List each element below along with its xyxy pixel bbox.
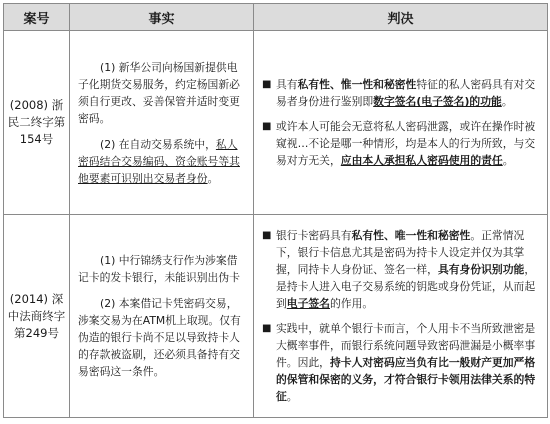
case-no-cell bbox=[4, 31, 70, 215]
fact-item: (2) 在自动交易系统中，私人密码结合交易编码、资金账号等其他要素可识别出交易者身份。 bbox=[78, 137, 240, 185]
table-row bbox=[4, 31, 548, 215]
fact-item: (2) 本案借记卡凭密码交易，涉案交易为在ATM机上取现。仅有伪造的银行卡尚不足以导致持卡人的存款被盗刷，还必须具备持有交易密码这一条件。 bbox=[78, 297, 241, 378]
bullet-icon: ■ bbox=[262, 121, 272, 132]
ruling-item bbox=[258, 320, 541, 405]
ruling-text: 实践中，就单个银行卡而言，个人用卡不当所致泄密是大概率事件，而银行系统问题导致密码泄漏是小概率事件。因此，持卡人对密码应当负有比一般财产更加严格的保管和保密的义务，才符合银行卡领用法律关系的特征。 bbox=[276, 322, 536, 403]
ruling-cell bbox=[254, 215, 548, 418]
emphasis-text: 私有性、唯一性和秘密性 bbox=[351, 229, 471, 242]
fact-item: (1) 中行锦绣支行作为涉案借记卡的发卡银行，未能识别出伪卡 bbox=[78, 254, 240, 284]
emphasis-text: 数字签名(电子签名)的功能 bbox=[373, 95, 502, 108]
table-row bbox=[4, 215, 548, 418]
case-no: (2008) 浙民二终字第154号 bbox=[7, 98, 66, 146]
table-header-row bbox=[4, 4, 548, 31]
ruling-item bbox=[258, 227, 541, 312]
ruling-text: 或许本人可能会无意将私人密码泄露，或许在操作时被窥视…不论是哪一种情形，均是本人的行为所致，与交易对方无关，应由本人承担私人密码使用的责任。 bbox=[276, 120, 536, 167]
emphasis-text: 私人密码结合交易编码、资金账号等其他要素可识别出交易者身份 bbox=[78, 137, 240, 185]
case-no: (2014) 深中法商终字第249号 bbox=[7, 291, 66, 340]
bullet-icon: ■ bbox=[262, 79, 272, 90]
header-ruling: 判决 bbox=[254, 4, 548, 31]
emphasis-text: 电子签名 bbox=[286, 297, 330, 310]
emphasis-text: 应由本人承担私人密码使用的责任 bbox=[340, 154, 503, 167]
ruling-text: 具有私有性、惟一性和秘密性特征的私人密码具有对交易者身份进行鉴别即数字签名(电子签名)的功能。 bbox=[276, 78, 536, 108]
ruling-item bbox=[258, 76, 541, 110]
header-facts: 事实 bbox=[70, 4, 254, 31]
emphasis-text: 私有性、惟一性和秘密性 bbox=[297, 78, 417, 91]
header-case-no: 案号 bbox=[4, 4, 70, 31]
ruling-cell bbox=[254, 31, 548, 215]
case-no-cell bbox=[4, 215, 70, 418]
bullet-icon: ■ bbox=[262, 323, 272, 334]
emphasis-text: 持卡人对密码应当负有比一般财产更加严格的保管和保密的义务，才符合银行卡领用法律关系的特征 bbox=[276, 356, 536, 403]
ruling-item bbox=[258, 118, 541, 169]
facts-cell bbox=[70, 215, 254, 418]
emphasis-text: 具有身份识别功能 bbox=[437, 263, 525, 276]
facts-cell bbox=[70, 31, 254, 215]
ruling-text: 银行卡密码具有私有性、唯一性和秘密性。正常情况下，银行卡信息尤其是密码为持卡人设定并仅为其掌握，同持卡人身份证、签名一样，具有身份识别功能，是持卡人进入电子交易系统的钥匙或身份凭证，从而起到电子签名的作用。 bbox=[276, 229, 536, 310]
fact-item: (1) 新华公司向杨国新提供电子化期货交易服务，约定杨国新必须自行更改、妥善保管并适时变更密码。 bbox=[78, 60, 240, 125]
cases-table bbox=[3, 3, 548, 418]
bullet-icon: ■ bbox=[262, 230, 272, 241]
